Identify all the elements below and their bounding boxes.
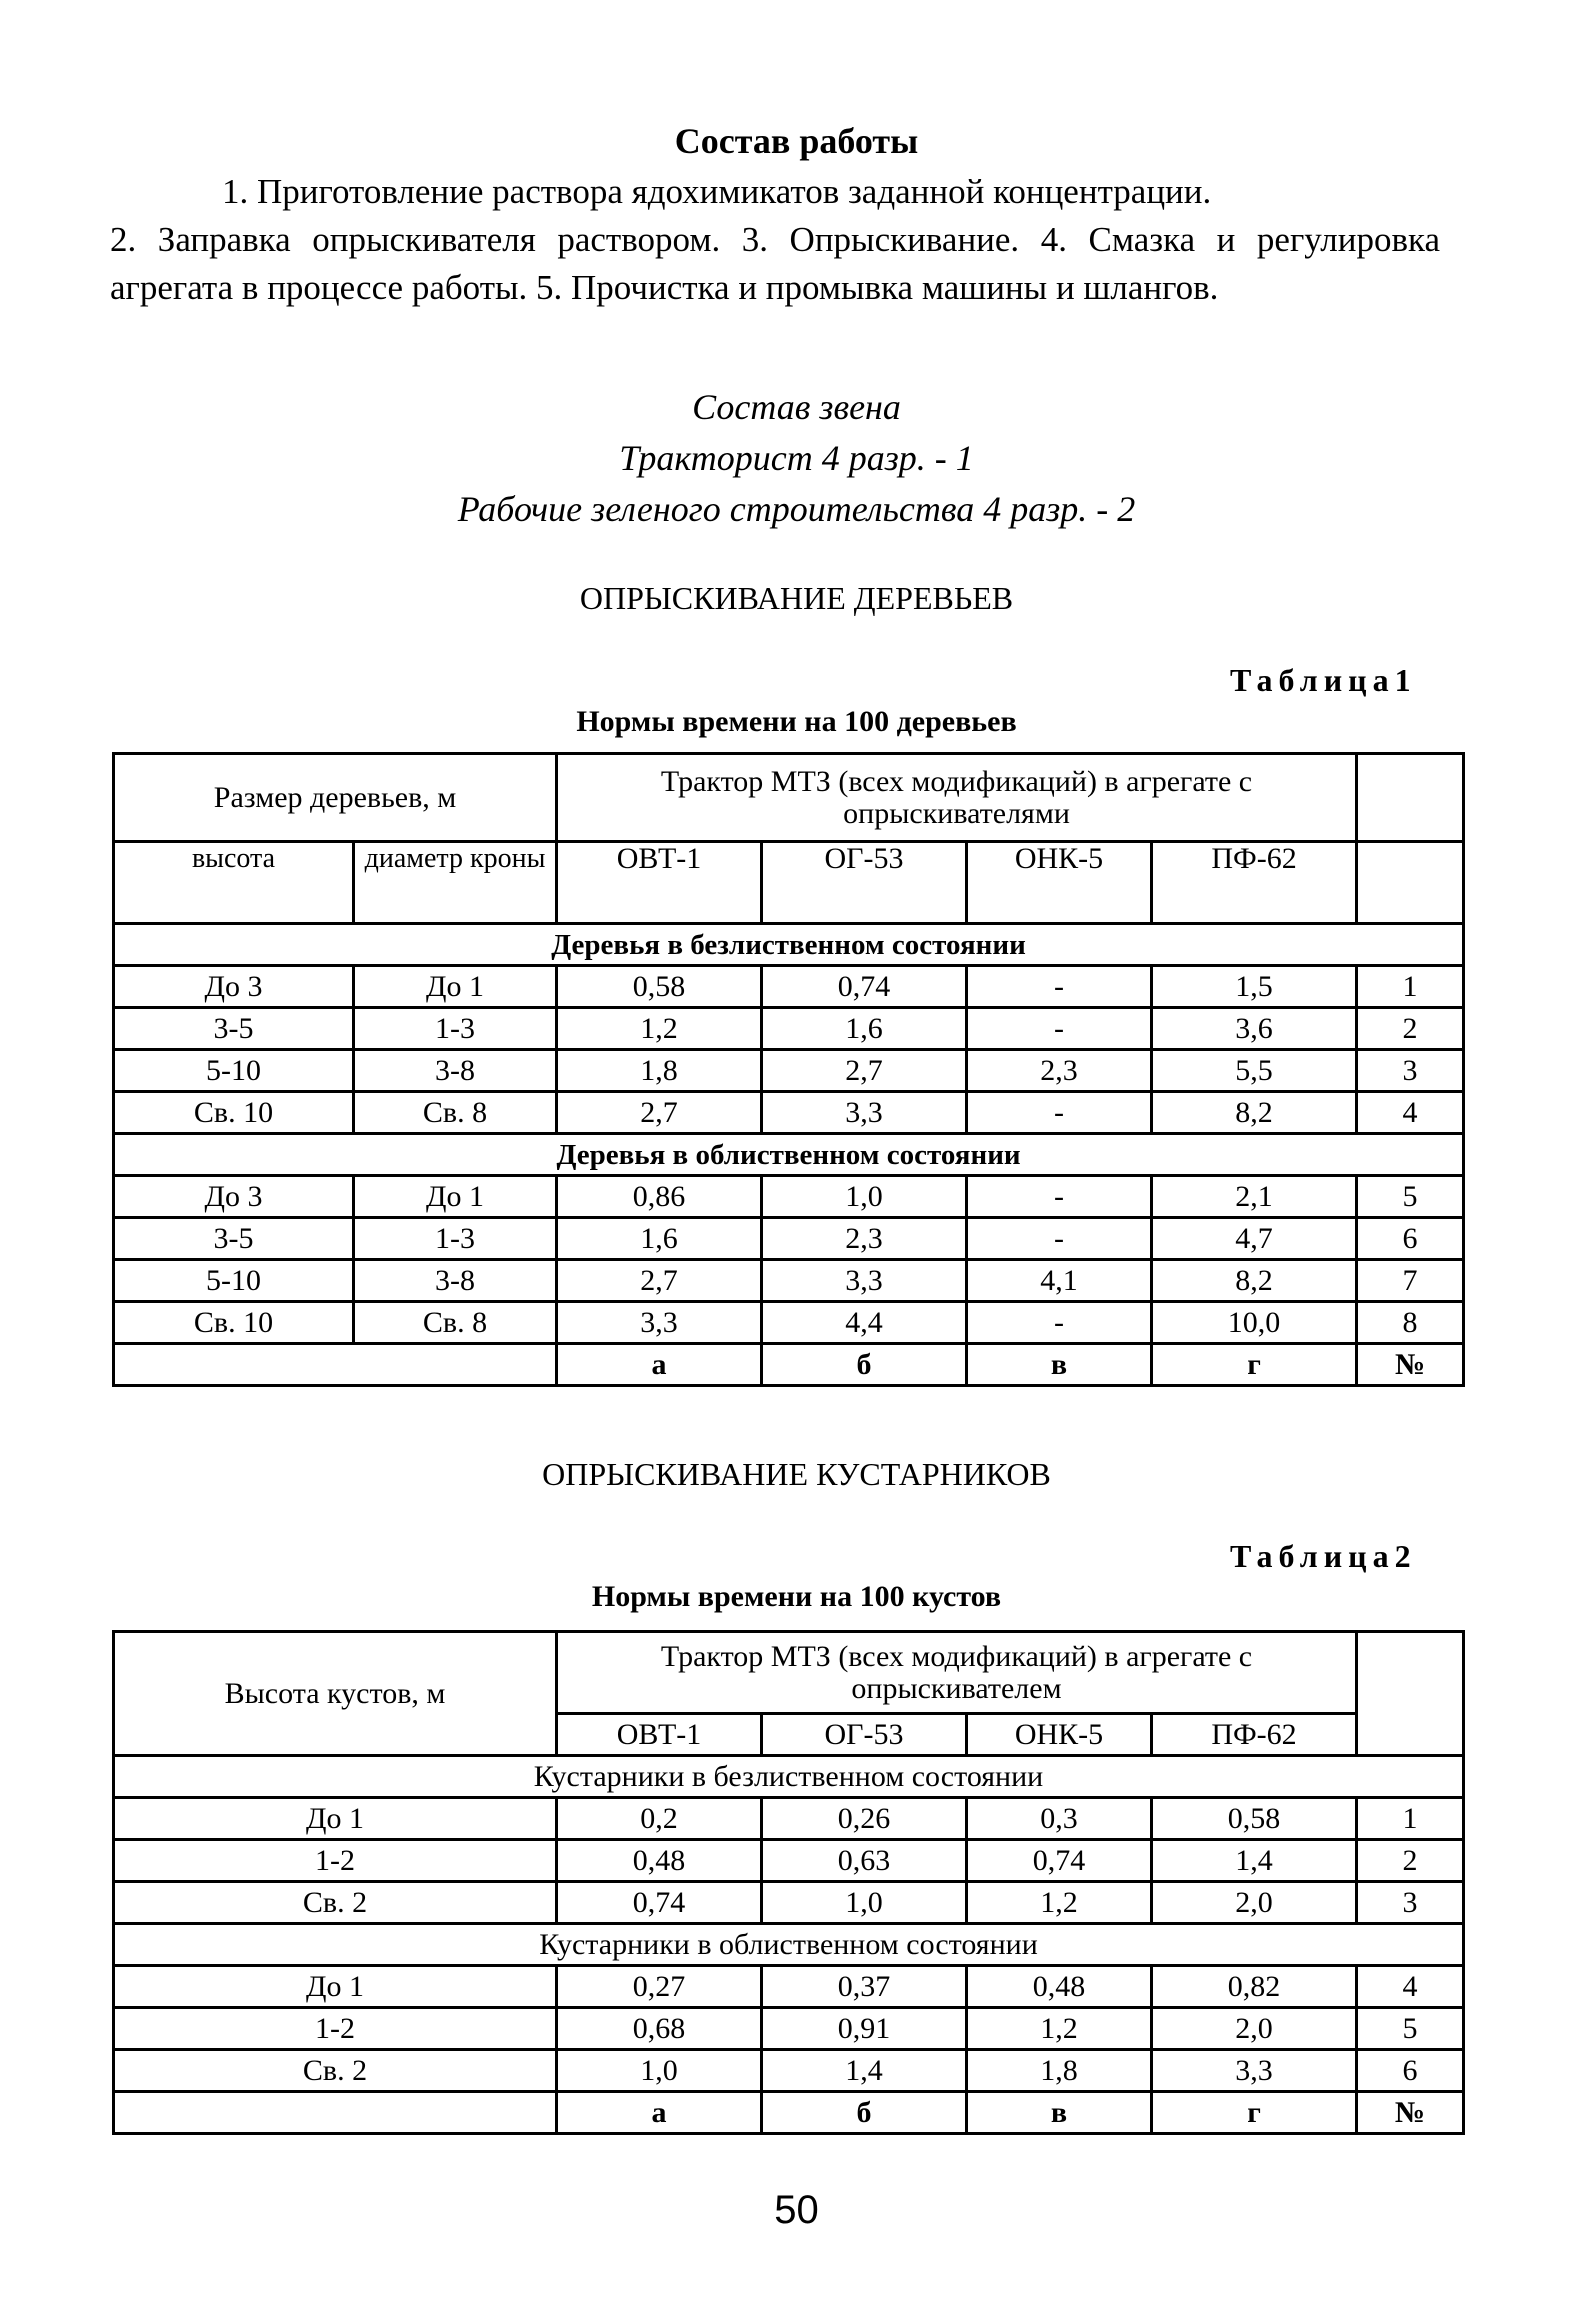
- table-row: [114, 1302, 1464, 1344]
- table-row: [114, 1008, 1464, 1050]
- table-cell: До 3: [114, 966, 354, 1008]
- table-cell: 0,74: [762, 966, 967, 1008]
- table-cell: 0,27: [557, 1966, 762, 2008]
- section-2-title: ОПРЫСКИВАНИЕ КУСТАРНИКОВ: [542, 1456, 1051, 1492]
- table-cell: До 1: [354, 1176, 557, 1218]
- table-cell: 2,7: [762, 1050, 967, 1092]
- header-empty: [1357, 842, 1464, 924]
- table-cell: 4,1: [967, 1260, 1152, 1302]
- table-cell: 1,2: [967, 1882, 1152, 1924]
- table-cell: -: [967, 1008, 1152, 1050]
- row-number-cell: 7: [1357, 1260, 1464, 1302]
- table-cell: 0,3: [967, 1798, 1152, 1840]
- header-col-pf62: ПФ-62: [1152, 1714, 1357, 1756]
- table-1-number: Таблица1: [1230, 662, 1417, 698]
- header-tractor: Трактор МТЗ (всех модификаций) в агрегате с опрыскивателем: [557, 1632, 1357, 1714]
- header-empty: [1357, 1632, 1464, 1756]
- table-cell: 1,4: [1152, 1840, 1357, 1882]
- header-col-onk5: ОНК-5: [967, 1714, 1152, 1756]
- table-cell: 1,0: [557, 2050, 762, 2092]
- table-cell: 1,2: [967, 2008, 1152, 2050]
- crew-line-2: Рабочие зеленого строительства 4 разр. - 2: [457, 489, 1136, 529]
- header-col-ovt1: ОВТ-1: [557, 1714, 762, 1756]
- table-cell: 0,74: [557, 1882, 762, 1924]
- table-row: [114, 1260, 1464, 1302]
- table-cell: 1,8: [967, 2050, 1152, 2092]
- header-height: высота: [114, 842, 354, 924]
- table-cell: 8,2: [1152, 1260, 1357, 1302]
- table-cell: 0,37: [762, 1966, 967, 2008]
- footer-column-index: в: [967, 1344, 1152, 1386]
- table-cell: 3,3: [762, 1260, 967, 1302]
- footer-column-index: а: [557, 2092, 762, 2134]
- table-cell: До 1: [354, 966, 557, 1008]
- row-number-cell: 1: [1357, 1798, 1464, 1840]
- table-cell: До 3: [114, 1176, 354, 1218]
- table-cell: 0,86: [557, 1176, 762, 1218]
- table-cell: 0,91: [762, 2008, 967, 2050]
- section-1-title: ОПРЫСКИВАНИЕ ДЕРЕВЬЕВ: [579, 580, 1014, 616]
- table-row: [114, 1176, 1464, 1218]
- footer-column-index: г: [1152, 1344, 1357, 1386]
- row-number-cell: 2: [1357, 1008, 1464, 1050]
- row-number-cell: 8: [1357, 1302, 1464, 1344]
- table-2-name: Нормы времени на 100 кустов: [591, 1580, 1002, 1613]
- table-cell: 4,4: [762, 1302, 967, 1344]
- table-1: [112, 752, 1465, 1387]
- table-cell: 4,7: [1152, 1218, 1357, 1260]
- table-cell: Св. 10: [114, 1302, 354, 1344]
- table-cell: До 1: [114, 1798, 557, 1840]
- table-cell: 2,0: [1152, 1882, 1357, 1924]
- table-cell: 3-8: [354, 1260, 557, 1302]
- row-number-cell: 4: [1357, 1966, 1464, 2008]
- footer-empty: [114, 2092, 557, 2134]
- row-number-cell: 1: [1357, 966, 1464, 1008]
- table-cell: 1,6: [762, 1008, 967, 1050]
- table-cell: 1,0: [762, 1882, 967, 1924]
- footer-column-index: б: [762, 1344, 967, 1386]
- footer-column-index: в: [967, 2092, 1152, 2134]
- table-row: [114, 1218, 1464, 1260]
- table-cell: Св. 2: [114, 2050, 557, 2092]
- row-number-cell: 5: [1357, 2008, 1464, 2050]
- row-number-cell: 4: [1357, 1092, 1464, 1134]
- header-col-og53: ОГ-53: [762, 1714, 967, 1756]
- table-cell: -: [967, 1176, 1152, 1218]
- footer-column-index: а: [557, 1344, 762, 1386]
- table-cell: Св. 2: [114, 1882, 557, 1924]
- footer-empty: [354, 1344, 557, 1386]
- row-number-cell: 6: [1357, 1218, 1464, 1260]
- work-title: Состав работы: [674, 121, 919, 161]
- table-cell: 2,7: [557, 1092, 762, 1134]
- table-cell: 1,0: [762, 1176, 967, 1218]
- header-col-onk5: ОНК-5: [967, 842, 1152, 924]
- table-cell: 1-2: [114, 1840, 557, 1882]
- row-number-cell: 6: [1357, 2050, 1464, 2092]
- row-number-cell: 3: [1357, 1050, 1464, 1092]
- table-cell: 0,2: [557, 1798, 762, 1840]
- table-cell: 5-10: [114, 1050, 354, 1092]
- crew-line-1: Тракторист 4 разр. - 1: [619, 438, 974, 478]
- table-row: [114, 966, 1464, 1008]
- table-cell: Св. 8: [354, 1092, 557, 1134]
- work-description-first-line: 1. Приготовление раствора ядохимикатов заданной концентрации.: [222, 172, 1212, 211]
- table-cell: -: [967, 1218, 1152, 1260]
- table-cell: 3-8: [354, 1050, 557, 1092]
- table-cell: До 1: [114, 1966, 557, 2008]
- table-row: [114, 2008, 1464, 2050]
- table-cell: 8,2: [1152, 1092, 1357, 1134]
- header-tree-size: Размер деревьев, м: [114, 754, 557, 842]
- table-cell: 5-10: [114, 1260, 354, 1302]
- header-col-og53: ОГ-53: [762, 842, 967, 924]
- table-cell: 0,58: [1152, 1798, 1357, 1840]
- table-row: [114, 1092, 1464, 1134]
- header-col-ovt1: ОВТ-1: [557, 842, 762, 924]
- table-cell: 10,0: [1152, 1302, 1357, 1344]
- table-cell: 3-5: [114, 1008, 354, 1050]
- table-cell: 0,48: [967, 1966, 1152, 2008]
- footer-column-index: г: [1152, 2092, 1357, 2134]
- table-cell: 0,82: [1152, 1966, 1357, 2008]
- table-1-name: Нормы времени на 100 деревьев: [576, 705, 1017, 738]
- table-cell: 2,7: [557, 1260, 762, 1302]
- page-number: 50: [774, 2188, 819, 2232]
- table-cell: 0,58: [557, 966, 762, 1008]
- work-description: [110, 168, 1440, 312]
- table-cell: 0,74: [967, 1840, 1152, 1882]
- table-row: [114, 1840, 1464, 1882]
- group-header-leafless: Деревья в безлиственном состоянии: [114, 924, 1464, 966]
- table-cell: 0,63: [762, 1840, 967, 1882]
- table-cell: Св. 10: [114, 1092, 354, 1134]
- group-header-leafy: Кустарники в облиственном состоянии: [114, 1924, 1464, 1966]
- work-description-rest: 2. Заправка опрыскивателя раствором. 3. Опрыскивание. 4. Смазка и регулировка агрегата в процессе работы. 5. Прочистка и промывка машины и шлангов.: [110, 220, 1440, 307]
- table-cell: 3,6: [1152, 1008, 1357, 1050]
- group-header-leafless: Кустарники в безлиственном состоянии: [114, 1756, 1464, 1798]
- table-cell: 3-5: [114, 1218, 354, 1260]
- header-crown-diameter: диаметр кроны: [354, 842, 557, 924]
- footer-column-index: №: [1357, 2092, 1464, 2134]
- table-cell: 2,1: [1152, 1176, 1357, 1218]
- header-bush-height: Высота кустов, м: [114, 1632, 557, 1756]
- table-row: [114, 1798, 1464, 1840]
- row-number-cell: 5: [1357, 1176, 1464, 1218]
- footer-empty: [114, 1344, 354, 1386]
- group-header-leafy: Деревья в облиственном состоянии: [114, 1134, 1464, 1176]
- table-cell: 2,3: [967, 1050, 1152, 1092]
- table-2: [112, 1630, 1465, 2135]
- table-cell: 1,4: [762, 2050, 967, 2092]
- table-cell: 5,5: [1152, 1050, 1357, 1092]
- table-cell: 3,3: [557, 1302, 762, 1344]
- footer-column-index: б: [762, 2092, 967, 2134]
- table-cell: -: [967, 966, 1152, 1008]
- header-col-pf62: ПФ-62: [1152, 842, 1357, 924]
- table-cell: 2,0: [1152, 2008, 1357, 2050]
- table-cell: 1-3: [354, 1218, 557, 1260]
- table-cell: 1,6: [557, 1218, 762, 1260]
- row-number-cell: 3: [1357, 1882, 1464, 1924]
- table-cell: 2,3: [762, 1218, 967, 1260]
- table-cell: 1-2: [114, 2008, 557, 2050]
- row-number-cell: 2: [1357, 1840, 1464, 1882]
- table-cell: 1,8: [557, 1050, 762, 1092]
- table-cell: 0,68: [557, 2008, 762, 2050]
- crew-title: Состав звена: [692, 387, 901, 427]
- table-cell: 1-3: [354, 1008, 557, 1050]
- footer-column-index: №: [1357, 1344, 1464, 1386]
- table-cell: 0,26: [762, 1798, 967, 1840]
- header-empty: [1357, 754, 1464, 842]
- table-cell: 3,3: [1152, 2050, 1357, 2092]
- table-cell: 0,48: [557, 1840, 762, 1882]
- table-cell: 1,2: [557, 1008, 762, 1050]
- table-cell: 3,3: [762, 1092, 967, 1134]
- table-2-number: Таблица2: [1230, 1538, 1417, 1574]
- table-cell: Св. 8: [354, 1302, 557, 1344]
- table-cell: -: [967, 1092, 1152, 1134]
- table-cell: -: [967, 1302, 1152, 1344]
- table-cell: 1,5: [1152, 966, 1357, 1008]
- table-row: [114, 2050, 1464, 2092]
- table-row: [114, 1882, 1464, 1924]
- table-row: [114, 1966, 1464, 2008]
- table-row: [114, 1050, 1464, 1092]
- header-tractor: Трактор МТЗ (всех модификаций) в агрегате с опрыскивателями: [557, 754, 1357, 842]
